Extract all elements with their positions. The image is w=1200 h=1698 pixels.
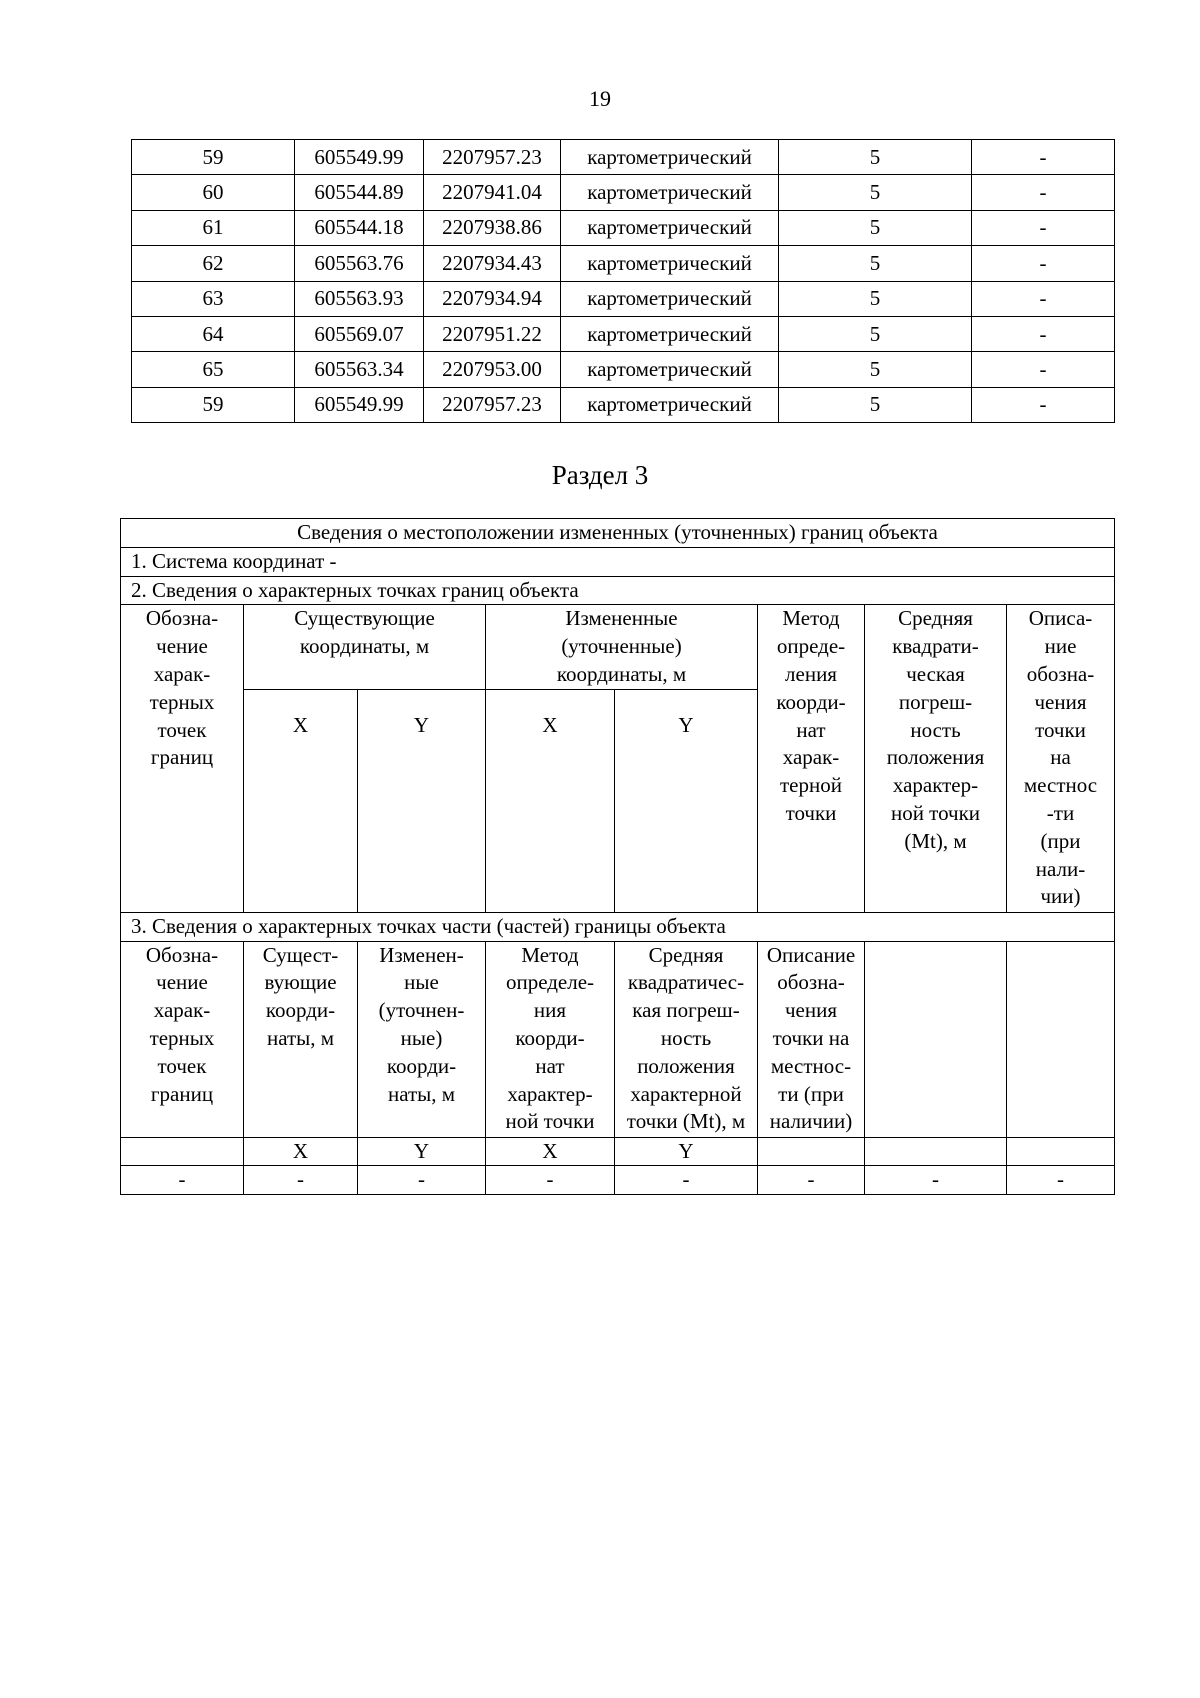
cell-n: 59 [132, 387, 295, 422]
part2-title: 2. Сведения о характерных точках границ объекта [121, 576, 1115, 605]
part3-cell: - [486, 1166, 615, 1195]
header-method: Метод опреде- ления коорди- нат харак- терной точки [758, 605, 865, 912]
part3-header-method: Метод определе- ния коорди- нат характер- ной точки [486, 941, 615, 1137]
section-3-table [120, 518, 1115, 1195]
cell-method: картометрический [561, 352, 779, 387]
cell-x: 605544.18 [295, 210, 424, 245]
cell-accuracy: 5 [779, 316, 972, 351]
part3-title: 3. Сведения о характерных точках части (частей) границы объекта [121, 912, 1115, 941]
cell-method: картометрический [561, 210, 779, 245]
part3-cell: - [358, 1166, 486, 1195]
part3-cell: - [244, 1166, 358, 1195]
part3-y-label: Y [615, 1137, 758, 1166]
cell-y: 2207957.23 [424, 140, 561, 175]
cell-x: 605569.07 [295, 316, 424, 351]
part3-xy-empty [121, 1137, 244, 1166]
table-row [132, 352, 1115, 387]
part3-y-label: Y [358, 1137, 486, 1166]
cell-n: 65 [132, 352, 295, 387]
part3-header-description: Описание обозна- чения точки на местнос- ти (при наличии) [758, 941, 865, 1137]
cell-y: 2207934.43 [424, 246, 561, 281]
header-existing-coords: Существующие координаты, м [244, 605, 486, 689]
cell-desc: - [972, 316, 1115, 351]
coordinates-table [131, 139, 1115, 423]
part3-cell: - [758, 1166, 865, 1195]
cell-method: картометрический [561, 175, 779, 210]
part3-header-empty [1007, 941, 1115, 1137]
part3-header-empty [865, 941, 1007, 1137]
cell-x: 605549.99 [295, 387, 424, 422]
cell-n: 60 [132, 175, 295, 210]
cell-desc: - [972, 246, 1115, 281]
cell-method: картометрический [561, 387, 779, 422]
cell-desc: - [972, 210, 1115, 245]
part3-xy-empty [865, 1137, 1007, 1166]
cell-y: 2207941.04 [424, 175, 561, 210]
section-title: Раздел 3 [551, 460, 649, 490]
cell-n: 62 [132, 246, 295, 281]
table-row [121, 1166, 1115, 1195]
cell-desc: - [972, 352, 1115, 387]
cell-accuracy: 5 [779, 175, 972, 210]
cell-x: 605563.93 [295, 281, 424, 316]
table-row [132, 281, 1115, 316]
header-designation: Обозна- чение харак- терных точек границ [121, 605, 244, 912]
cell-method: картометрический [561, 246, 779, 281]
part3-header-designation: Обозна- чение харак- терных точек границ [121, 941, 244, 1137]
table-row [132, 387, 1115, 422]
cell-y: 2207934.94 [424, 281, 561, 316]
part3-xy-empty [1007, 1137, 1115, 1166]
table-row [132, 175, 1115, 210]
cell-y: 2207957.23 [424, 387, 561, 422]
cell-desc: - [972, 140, 1115, 175]
cell-accuracy: 5 [779, 387, 972, 422]
part3-cell: - [615, 1166, 758, 1195]
cell-n: 59 [132, 140, 295, 175]
header-description: Описа- ние обозна- чения точки на местнос -ти (при нали- чии) [1007, 605, 1115, 912]
table-row [132, 246, 1115, 281]
part3-header-changed-coords: Изменен- ные (уточнен- ные) коорди- наты, м [358, 941, 486, 1137]
cell-n: 63 [132, 281, 295, 316]
cell-x: 605544.89 [295, 175, 424, 210]
part3-header-accuracy: Средняя квадратичес- кая погреш- ность положения характерной точки (Mt), м [615, 941, 758, 1137]
table-title: Сведения о местоположении измененных (уточненных) границ объекта [121, 519, 1115, 548]
table-row [132, 140, 1115, 175]
header-changed-y: Y [615, 689, 758, 912]
cell-accuracy: 5 [779, 281, 972, 316]
header-existing-y: Y [358, 689, 486, 912]
cell-accuracy: 5 [779, 352, 972, 387]
cell-accuracy: 5 [779, 246, 972, 281]
page-number: 19 [589, 86, 611, 111]
table-row [132, 210, 1115, 245]
part3-xy-empty [758, 1137, 865, 1166]
coordinate-system: 1. Система координат - [121, 547, 1115, 576]
part3-cell: - [121, 1166, 244, 1195]
cell-method: картометрический [561, 281, 779, 316]
cell-x: 605563.34 [295, 352, 424, 387]
cell-x: 605549.99 [295, 140, 424, 175]
cell-y: 2207951.22 [424, 316, 561, 351]
cell-desc: - [972, 175, 1115, 210]
cell-y: 2207938.86 [424, 210, 561, 245]
cell-method: картометрический [561, 316, 779, 351]
header-changed-coords: Измененные (уточненные) координаты, м [486, 605, 758, 689]
part3-x-label: X [244, 1137, 358, 1166]
cell-accuracy: 5 [779, 140, 972, 175]
part3-header-existing-coords: Сущест- вующие коорди- наты, м [244, 941, 358, 1137]
part3-cell: - [1007, 1166, 1115, 1195]
cell-x: 605563.76 [295, 246, 424, 281]
cell-n: 64 [132, 316, 295, 351]
cell-n: 61 [132, 210, 295, 245]
part3-x-label: X [486, 1137, 615, 1166]
table-row [132, 316, 1115, 351]
part3-cell: - [865, 1166, 1007, 1195]
header-changed-x: X [486, 689, 615, 912]
cell-desc: - [972, 281, 1115, 316]
header-existing-x: X [244, 689, 358, 912]
header-accuracy: Средняя квадрати- ческая погреш- ность положения характер- ной точки (Mt), м [865, 605, 1007, 912]
cell-y: 2207953.00 [424, 352, 561, 387]
cell-method: картометрический [561, 140, 779, 175]
cell-accuracy: 5 [779, 210, 972, 245]
cell-desc: - [972, 387, 1115, 422]
